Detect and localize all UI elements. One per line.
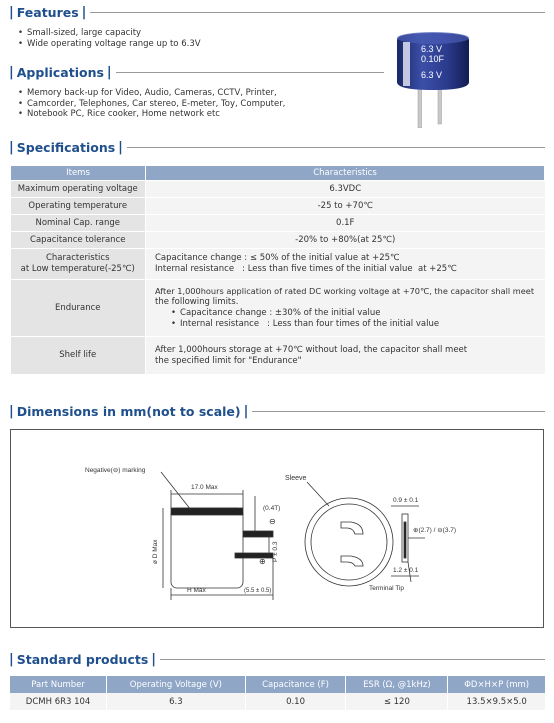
table-row bbox=[11, 215, 545, 232]
specifications-heading bbox=[9, 140, 545, 155]
negative-marking-label: Negative(⊖) marking bbox=[85, 467, 146, 474]
cap-label-1: 6.3 V bbox=[421, 44, 443, 54]
row-label bbox=[11, 249, 146, 280]
row-value bbox=[146, 249, 545, 280]
applications-heading bbox=[9, 65, 384, 80]
table-row bbox=[11, 337, 545, 375]
lead-left bbox=[418, 86, 422, 128]
col-header-part: Part Number bbox=[10, 676, 107, 693]
row-value bbox=[146, 280, 545, 337]
cell-esr: ≤ 120 bbox=[346, 693, 448, 710]
row-label: Endurance bbox=[11, 280, 146, 337]
marking-leader bbox=[161, 472, 191, 510]
row-value: -20% to +80%(at 25℃) bbox=[146, 232, 545, 249]
row-label: Maximum operating voltage bbox=[11, 181, 146, 198]
list-item bbox=[18, 109, 285, 120]
heading-rule bbox=[252, 411, 545, 412]
specifications-table bbox=[10, 165, 545, 375]
side-view-top-band bbox=[171, 508, 243, 515]
table-row bbox=[11, 280, 545, 337]
side-view-body bbox=[171, 508, 243, 588]
table-row bbox=[10, 693, 545, 710]
col-header-items: Items bbox=[11, 166, 146, 181]
heading-bar: | bbox=[118, 140, 123, 155]
features-heading bbox=[9, 5, 545, 20]
cap-label-2: 0.10F bbox=[421, 54, 445, 64]
heading-bar: | bbox=[9, 5, 14, 20]
cell-dims: 13.5×9.5×5.0 bbox=[448, 693, 545, 710]
cell-part: DCMH 6R3 104 bbox=[10, 693, 107, 710]
heading-bar: | bbox=[9, 140, 14, 155]
standard-products-heading bbox=[9, 652, 545, 667]
lead-length-label: (5.5 ± 0.5) bbox=[244, 588, 272, 594]
polarity-stripe bbox=[403, 42, 410, 86]
list-item: • Wide operating voltage range up to 6.3V bbox=[18, 39, 201, 50]
features-title: Features bbox=[16, 5, 79, 20]
table-header-row bbox=[11, 166, 545, 181]
heading-bar: | bbox=[81, 5, 87, 20]
terminal-tip-inner bbox=[404, 522, 406, 558]
row-value: 0.1F bbox=[146, 215, 545, 232]
heading-rule bbox=[127, 147, 545, 148]
row-label: Operating temperature bbox=[11, 198, 146, 215]
row-value: 6.3VDC bbox=[146, 181, 545, 198]
col-header-characteristics: Characteristics bbox=[146, 166, 545, 181]
standard-products-table bbox=[10, 676, 545, 710]
col-header-capacitance: Capacitance (F) bbox=[245, 676, 346, 693]
value-line: Internal resistance : Less than five times of the initial value at +25℃ bbox=[155, 264, 457, 274]
sleeve-label: Sleeve bbox=[285, 475, 307, 482]
terminal-tip-label: Terminal Tip bbox=[369, 585, 405, 592]
heading-bar: | bbox=[151, 652, 157, 667]
heading-bar: | bbox=[106, 65, 112, 80]
heading-bar: | bbox=[243, 404, 249, 419]
value-line: After 1,000hours storage at +70℃ without load, the capacitor shall meet bbox=[155, 344, 468, 355]
list-item-cont: Notebook PC, Rice cooker, Home network etc bbox=[27, 109, 220, 119]
p03-label: P ± 0.3 bbox=[272, 541, 279, 562]
table-header-row bbox=[10, 676, 545, 693]
list-item: • Memory back-up for Video, Audio, Cameras, CCTV, Printer, bbox=[18, 88, 285, 99]
capacitor-photo bbox=[393, 28, 473, 128]
lead-upper-tip bbox=[243, 531, 273, 537]
lead-right bbox=[438, 86, 442, 124]
applications-title: Applications bbox=[16, 65, 104, 80]
plus-label: ⊕ bbox=[259, 557, 266, 566]
features-list bbox=[18, 28, 201, 49]
heading-rule bbox=[116, 72, 384, 73]
heading-bar: | bbox=[9, 65, 14, 80]
table-row bbox=[11, 232, 545, 249]
sleeve-leader bbox=[307, 482, 329, 506]
value-subline bbox=[155, 308, 545, 319]
list-item-cont: Camcorder, Telephones, Car stereo, E-meter, Toy, Computer, bbox=[27, 98, 286, 109]
row-label: Capacitance tolerance bbox=[11, 232, 146, 249]
cell-capacitance: 0.10 bbox=[245, 693, 346, 710]
row-label: Shelf life bbox=[11, 337, 146, 375]
heading-bar: | bbox=[9, 404, 14, 419]
sub-text: Capacitance change : ±30% of the initial value bbox=[180, 308, 381, 318]
value-line: Capacitance change : ≤ 50% of the initial value at +25℃ bbox=[155, 253, 400, 263]
applications-list bbox=[18, 88, 285, 120]
sub-text: Internal resistance : Less than four times of the initial value bbox=[180, 319, 440, 329]
table-row bbox=[11, 198, 545, 215]
row-label-line: Characteristics bbox=[45, 253, 110, 263]
row-label: Nominal Cap. range bbox=[11, 215, 146, 232]
bullet: • bbox=[171, 319, 177, 329]
specifications-title: Specifications bbox=[16, 140, 116, 155]
heading-bar: | bbox=[9, 652, 14, 667]
value-line: After 1,000hours application of rated DC working voltage at +70℃, the capacitor shall meet bbox=[155, 286, 535, 296]
dimensions-heading bbox=[9, 404, 545, 419]
d12-label: 1.2 ± 0.1 bbox=[393, 567, 419, 574]
minus-label: ⊖ bbox=[269, 517, 276, 526]
row-value bbox=[146, 337, 545, 375]
list-item: • Small-sized, large capacity bbox=[18, 28, 201, 39]
row-value: -25 to +70℃ bbox=[146, 198, 545, 215]
list-item bbox=[18, 99, 285, 110]
lead-lower-tip bbox=[235, 553, 273, 558]
dimension-drawing bbox=[11, 430, 543, 627]
col-header-voltage: Operating Voltage (V) bbox=[107, 676, 246, 693]
front-view-circle bbox=[305, 498, 393, 586]
value-line: the following limits. bbox=[155, 297, 239, 307]
d09-label: 0.9 ± 0.1 bbox=[393, 497, 419, 504]
h-max-label: H Max bbox=[187, 587, 206, 594]
dimensions-title: Dimensions in mm(not to scale) bbox=[16, 404, 241, 419]
cell-voltage: 6.3 bbox=[107, 693, 246, 710]
d27-label: ⊕(2.7) / ⊖(3.7) bbox=[413, 527, 457, 534]
dia-max-label: ø D Max bbox=[152, 539, 159, 564]
heading-rule bbox=[160, 659, 545, 660]
value-subline bbox=[155, 319, 545, 330]
standard-products-title: Standard products bbox=[16, 652, 149, 667]
t04-label: (0.4T) bbox=[263, 505, 281, 512]
table-row bbox=[11, 249, 545, 280]
col-header-dims: ΦD×H×P (mm) bbox=[448, 676, 545, 693]
width-max-label: 17.0 Max bbox=[191, 484, 218, 491]
table-row bbox=[11, 181, 545, 198]
heading-rule bbox=[90, 12, 545, 13]
bullet: • bbox=[171, 308, 177, 318]
value-line: the specified limit for "Endurance" bbox=[155, 355, 302, 366]
row-label-line: at Low temperature(-25℃) bbox=[20, 264, 135, 274]
cap-label-3: 6.3 V bbox=[421, 70, 443, 80]
col-header-esr: ESR (Ω, @1kHz) bbox=[346, 676, 448, 693]
dimensions-drawing-box bbox=[10, 429, 544, 628]
